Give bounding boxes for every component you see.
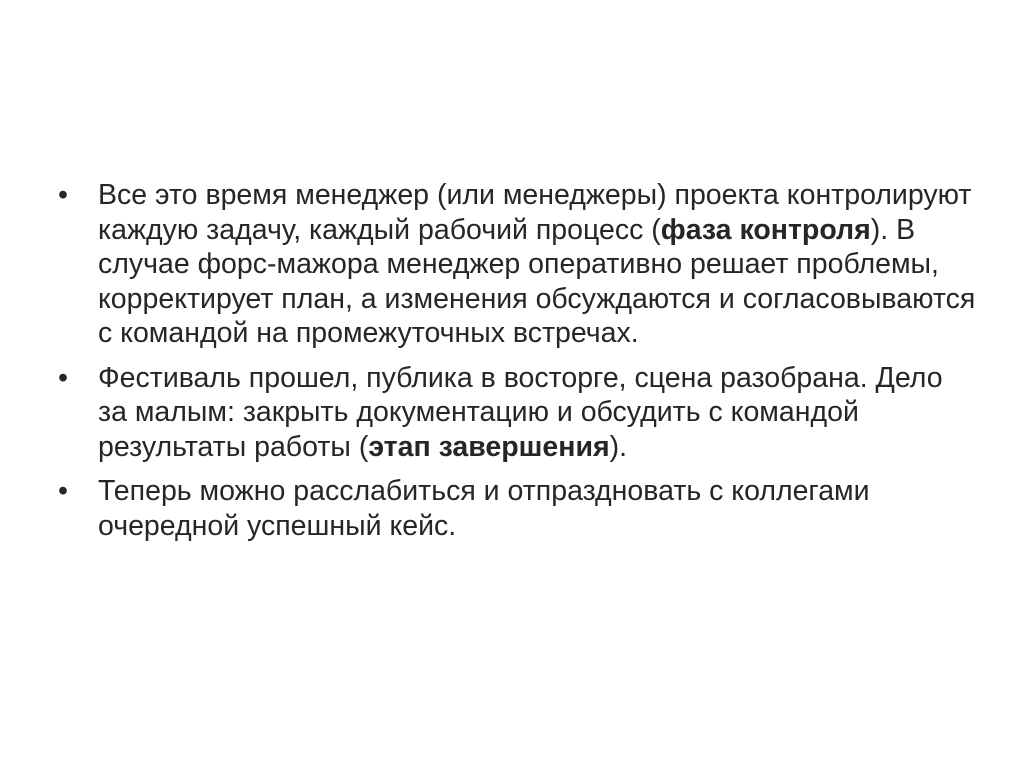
bold-term: фаза контроля [660, 213, 871, 246]
bullet-text-segment: ). В случае форс-мажора менеджер оперативно решает проблемы, корректирует план, а изменения обсуждаются и согласовываются с командой на промежуточных встречах. [98, 213, 976, 349]
bullet-text [98, 179, 975, 349]
bullet-icon: • [58, 361, 68, 394]
bullet-icon: • [58, 179, 68, 211]
bullet-text-segment: Все это время менеджер (или менеджеры) проекта контролируют каждую задачу, каждый рабочий процесс ( [98, 179, 972, 246]
bullet-text [98, 362, 943, 463]
list-item [58, 178, 978, 351]
bold-term: этап завершения [368, 430, 610, 463]
bullet-icon: • [58, 475, 68, 507]
list-item [58, 474, 978, 543]
bullet-text-segment: ). [609, 430, 628, 463]
bullet-text-segment: Фестиваль прошел, публика в восторге, сцена разобрана. Дело за малым: закрыть документацию и обсудить с командой результаты работы ( [98, 361, 943, 463]
list-item [58, 361, 978, 465]
bullet-text: Теперь можно расслабиться и отпраздновать с коллегами очередной успешный кейс. [98, 475, 870, 542]
bullet-list [58, 178, 978, 553]
